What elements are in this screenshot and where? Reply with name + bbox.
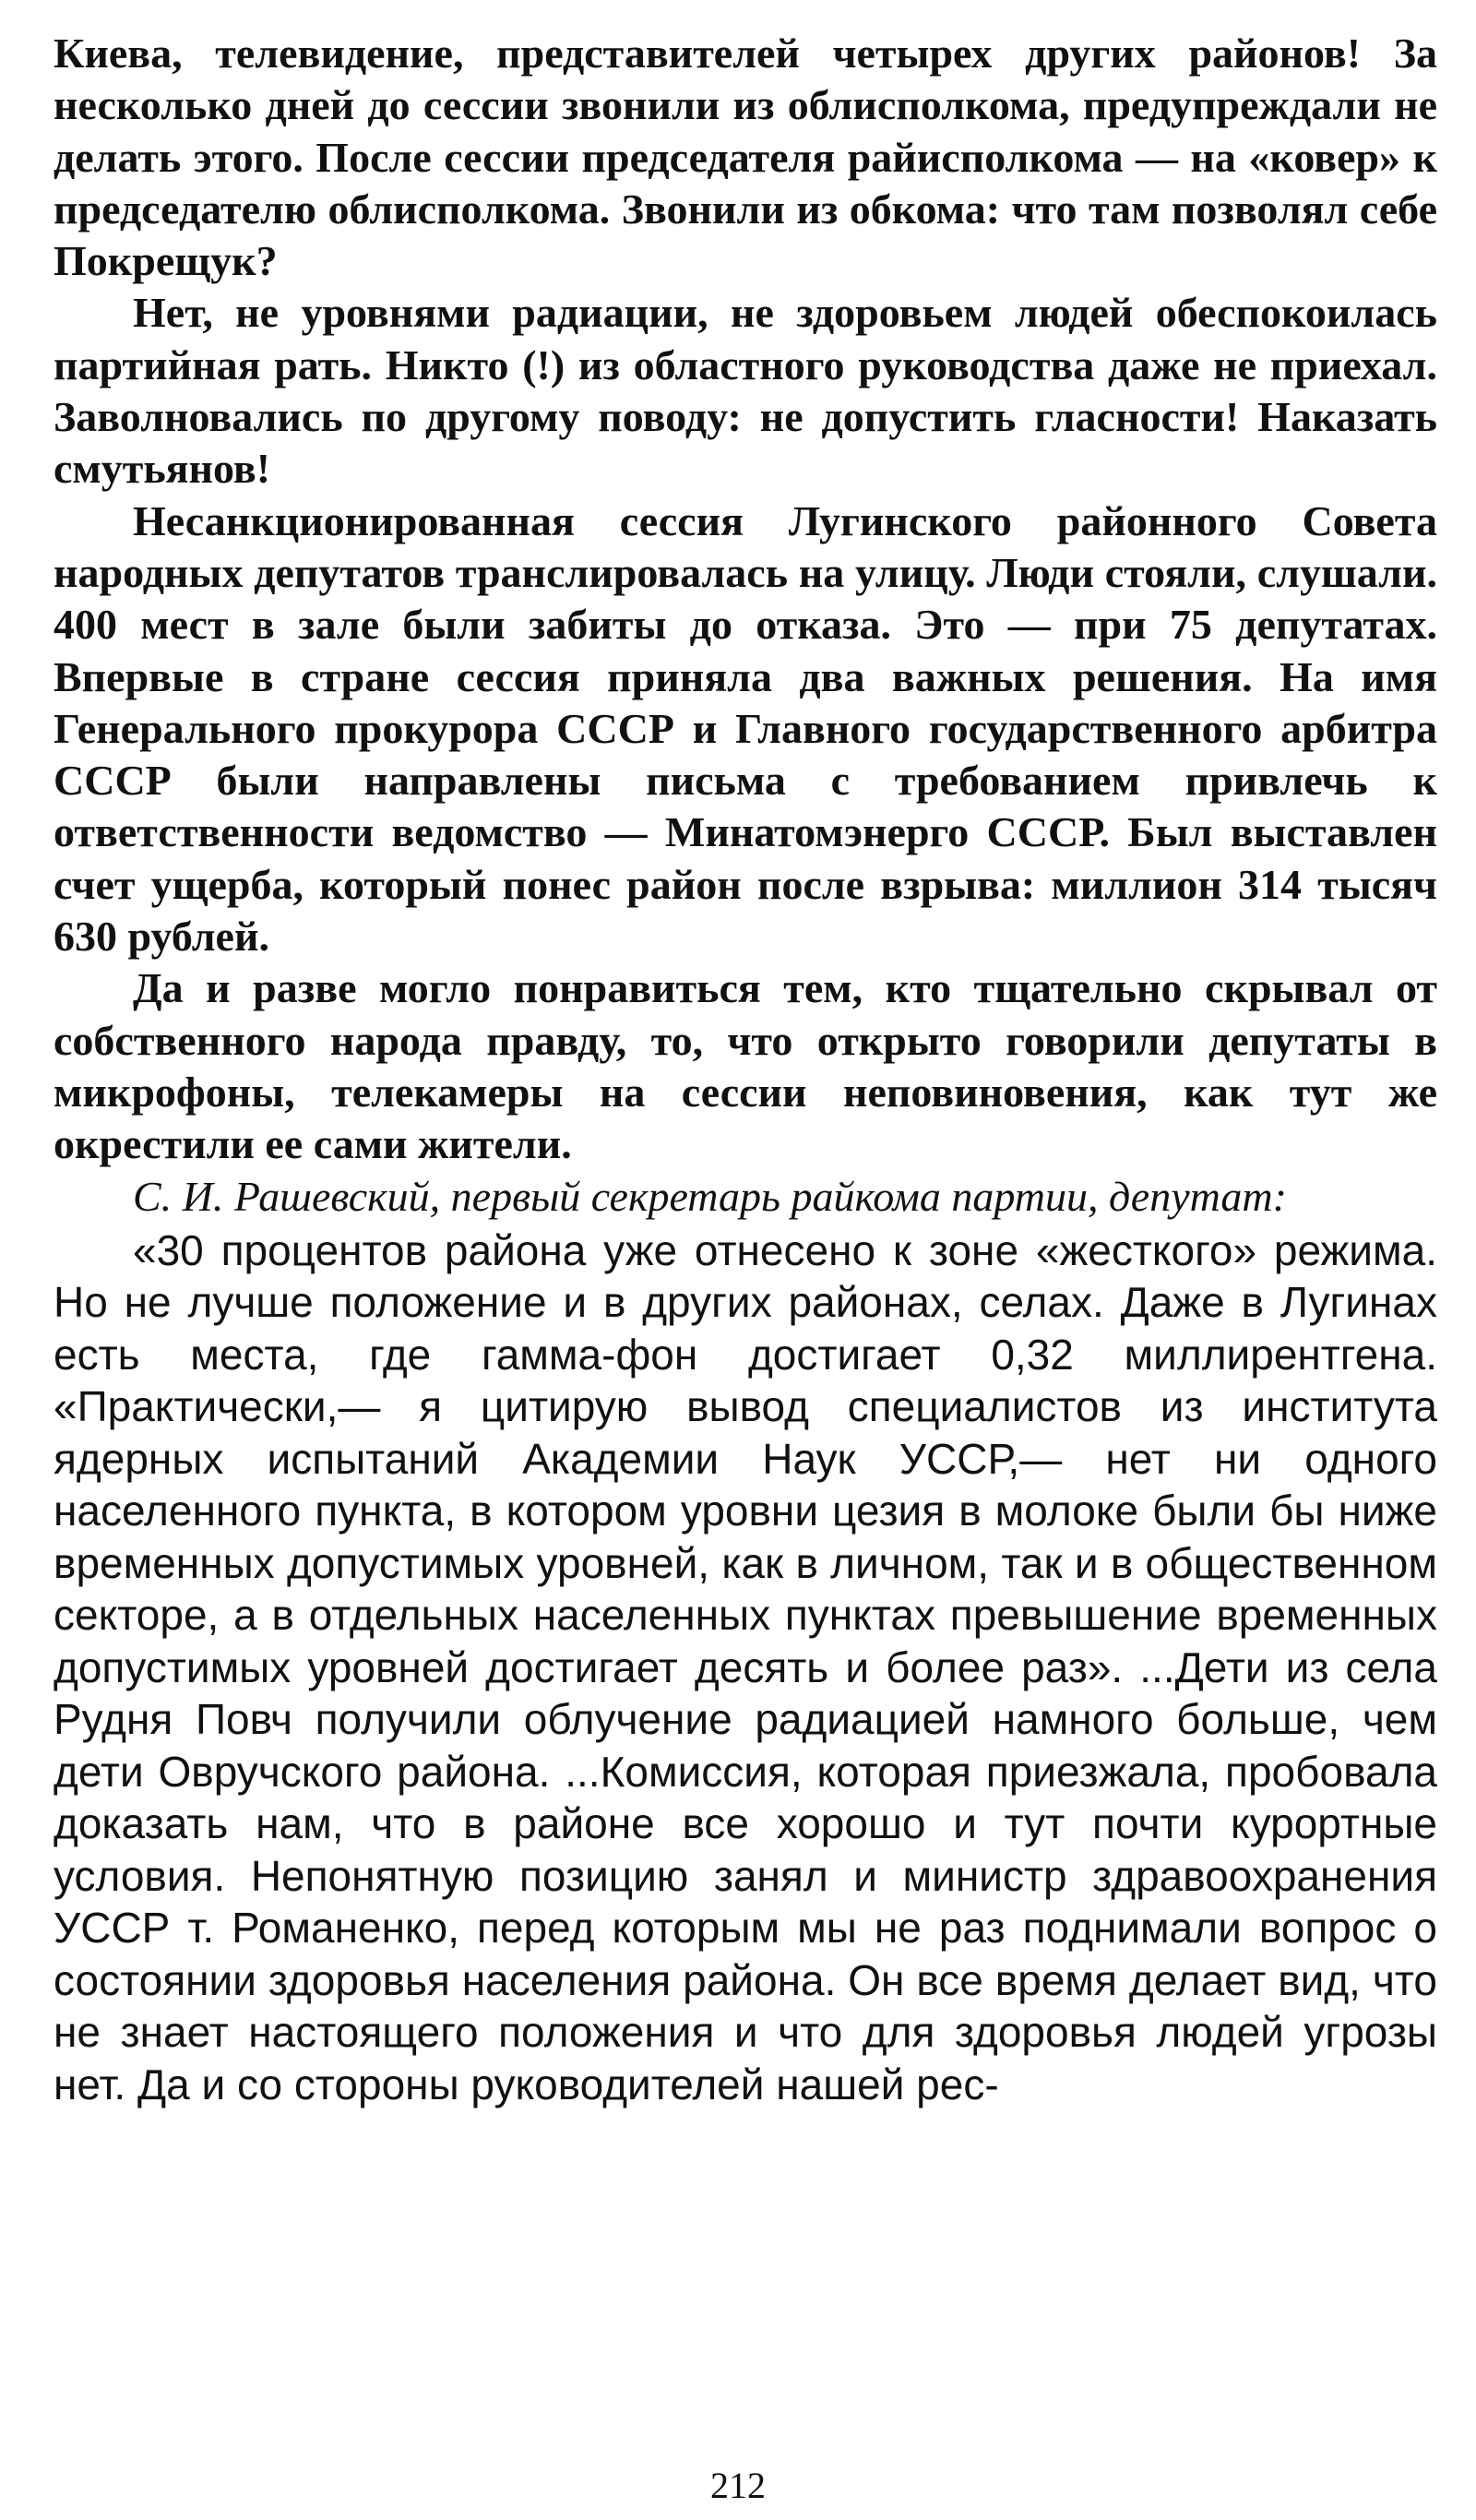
paragraph: Несанкционированная сессия Лугинского районного Совета народных депутатов транслировалась на улицу. Люди стояли, слушали. 400 мест в зале были забиты до отказа. Это — при 75 депутатах. Впервые в стране сессия приняла два важных решения. На имя Генерального прокурора СССР и Главного государственного арбитра СССР были направлены письма с требованием привлечь к ответственности ведомство — Минатомэнерго СССР. Был выставлен счет ущерба, который понес район после взрыва: миллион 314 тысяч 630 рублей.: [54, 496, 1437, 961]
main-text: [54, 28, 1437, 1223]
quote-paragraph: «30 процентов района уже отнесено к зоне «жесткого» режима. Но не лучше положение и в других районах, селах. Даже в Лугинах есть места, где гамма-фон достигает 0,32 миллирентгена. «Практически,— я цитирую вывод специалистов из института ядерных испытаний Академии Наук УССР,— нет ни одного населенного пункта, в котором уровни цезия в молоке были бы ниже временных допустимых уровней, как в личном, так и в общественном секторе, а в отдельных населенных пунктах превышение временных допустимых уровней достигает десять и более раз». ...Дети из села Рудня Повч получили облучение радиацией намного больше, чем дети Овручского района. ...Комиссия, которая приезжала, пробовала доказать нам, что в районе все хорошо и тут почти курортные условия. Непонятную позицию занял и министр здравоохранения УССР т. Романенко, перед которым мы не раз поднимали вопрос о состоянии здоровья населения района. Он все время делает вид, что не знает настоящего положения и что для здоровья людей угрозы нет. Да и со стороны руководителей нашей рес-: [54, 1225, 1437, 2108]
speaker-attribution: С. И. Рашевский, первый секретарь райкома партии, депутат:: [133, 1172, 1287, 1220]
paragraph: Нет, не уровнями радиации, не здоровьем людей обеспокоилась партийная рать. Никто (!) из областного руководства даже не приехал. Заволновались по другому поводу: не допустить гласности! Наказать смутьянов!: [54, 289, 1437, 493]
paragraph: Да и разве могло понравиться тем, кто тщательно скрывал от собственного народа правду, то, что открыто говорили депутаты в микрофоны, телекамеры на сессии неповиновения, как тут же окрестили ее сами жители.: [54, 964, 1437, 1168]
quote-text: [54, 1224, 1437, 2111]
book-page: [54, 28, 1437, 2110]
page-number: 212: [710, 2465, 766, 2506]
paragraph-continued: Киева, телевидение, представителей четырех других районов! За несколько дней до сессии звонили из облисполкома, предупреждали не делать этого. После сессии председателя райисполкома — на «ковер» к председателю облисполкома. Звонили из обкома: что там позволял себе Покрещук?: [54, 30, 1437, 285]
